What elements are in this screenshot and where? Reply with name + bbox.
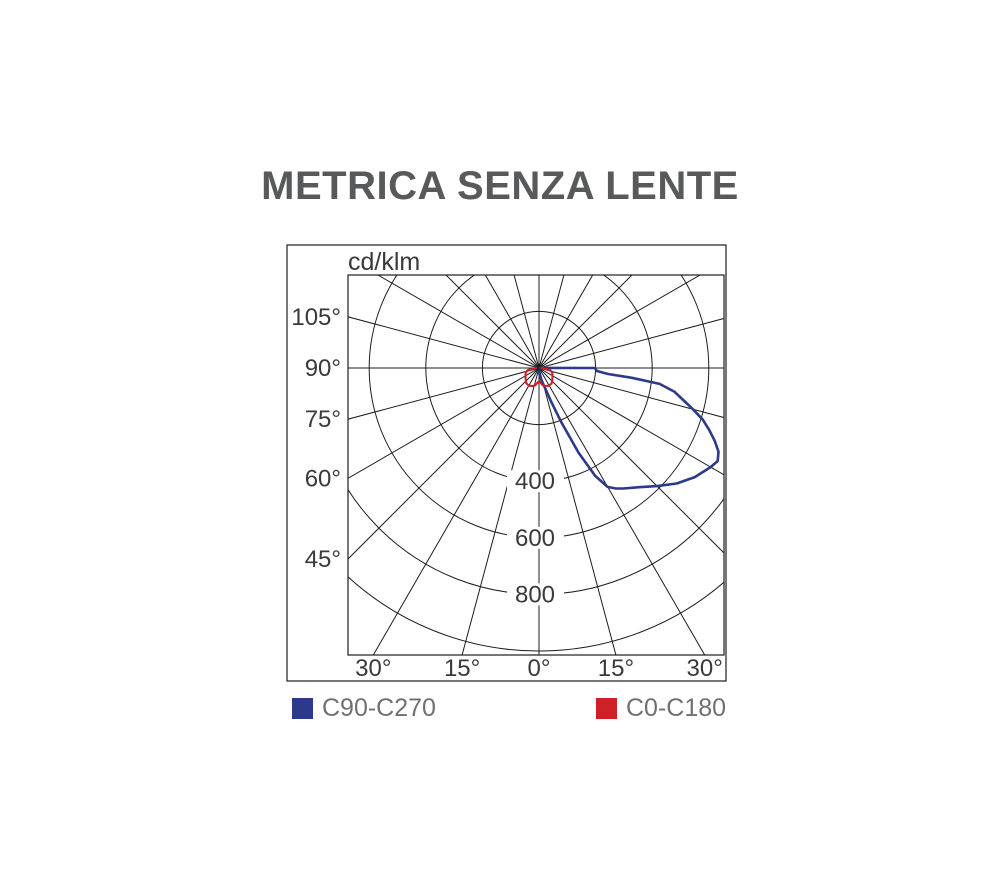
bottom-angle-label-2: 0° [527,655,551,682]
radial-value-label-800: 800 [514,581,556,609]
left-angle-label-60: 60° [304,465,341,493]
bottom-angle-label-0: 30° [355,655,392,682]
legend-swatch-c0-c180-icon [596,698,617,719]
bottom-angle-label-4: 30° [686,655,723,682]
polar-grid [19,0,1000,888]
legend-swatch-c90-c270-icon [292,698,313,719]
legend-item-c0-c180 [596,694,727,722]
page-title: METRICA SENZA LENTE [261,164,739,208]
radial-value-label-600: 600 [514,524,556,552]
radial-labels [507,468,564,608]
legend-label-c0-c180: C0-C180 [626,694,727,722]
chart-frame [287,245,726,681]
bottom-angle-label-1: 15° [443,655,481,682]
left-angle-label-75: 75° [304,406,341,434]
radial-value-label-400: 400 [514,468,556,496]
left-angle-label-105: 105° [291,303,341,331]
left-angle-label-45: 45° [304,546,341,573]
bottom-angle-label-3: 15° [597,655,635,682]
legend-label-c90-c270: C90-C270 [322,694,436,722]
legend-item-c90-c270 [292,694,436,722]
left-angle-label-90: 90° [304,355,341,382]
unit-label: cd/klm [348,248,421,276]
